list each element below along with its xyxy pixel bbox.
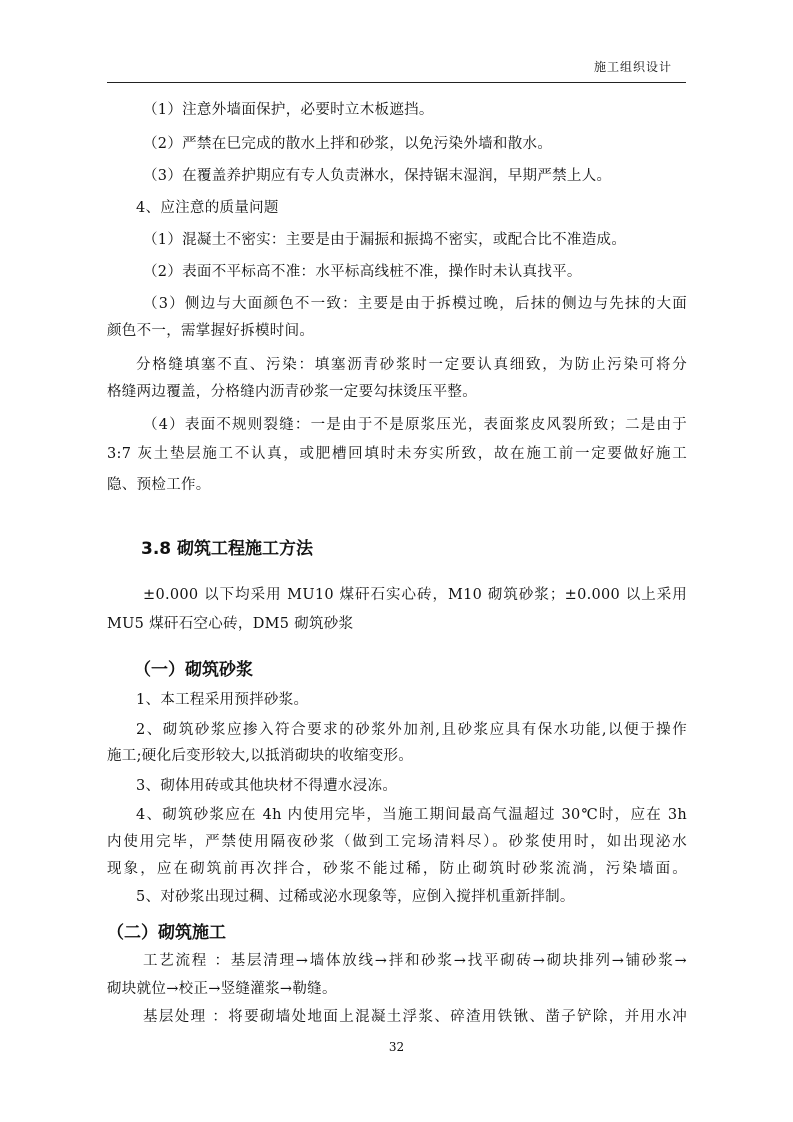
subsection-heading: （二）砌筑施工 <box>107 923 226 943</box>
paragraph-line: （2）表面不平标高不准：水平标高线桩不准，操作时未认真找平。 <box>143 264 582 280</box>
paragraph-line: （4）表面不规则裂缝：一是由于不是原浆压光，表面浆皮风裂所致；二是由于 <box>143 417 687 433</box>
page-number: 32 <box>388 1040 405 1054</box>
paragraph-line: 颜色不一，需掌握好拆模时间。 <box>107 323 315 339</box>
paragraph-line: （1）混凝土不密实：主要是由于漏振和振捣不密实，或配合比不准造成。 <box>143 232 627 248</box>
paragraph-line: 隐、预检工作。 <box>107 477 211 493</box>
paragraph-line: 工艺流程 ：基层清理→墙体放线→拌和砂浆→找平砌砖→砌块排列→铺砂浆→ <box>143 953 687 969</box>
paragraph-line: 施工;硬化后变形较大,以抵消砌块的收缩变形。 <box>107 748 414 764</box>
header-title: 施工组织设计 <box>593 60 672 74</box>
paragraph-line: 基层处理 ：将要砌墙处地面上混凝土浮浆、碎渣用铁锹、凿子铲除，并用水冲 <box>143 1009 687 1025</box>
paragraph-line: 分格缝填塞不直、污染：填塞沥青砂浆时一定要认真细致，为防止污染可将分 <box>136 357 687 373</box>
paragraph-line: （3）侧边与大面颜色不一致：主要是由于拆模过晚，后抹的侧边与先抹的大面 <box>143 296 687 312</box>
paragraph-line: 5、对砂浆出现过稠、过稀或泌水现象等，应倒入搅拌机重新拌制。 <box>136 889 575 905</box>
paragraph-line: 4、砌筑砂浆应在 4h 内使用完毕，当施工期间最高气温超过 30℃时，应在 3h <box>136 807 687 823</box>
paragraph-line: （3）在覆盖养护期应有专人负责淋水，保持锯末湿润，早期严禁上人。 <box>143 168 612 184</box>
paragraph-line: 2、砌筑砂浆应掺入符合要求的砂浆外加剂,且砂浆应具有保水功能,以便于操作 <box>136 722 687 738</box>
paragraph-line: 现象，应在砌筑前再次拌合，砂浆不能过稀，防止砌筑时砂浆流淌，污染墙面。 <box>107 861 687 877</box>
section-heading: 3.8 砌筑工程施工方法 <box>141 539 314 559</box>
paragraph-line: （2）严禁在巳完成的散水上拌和砂浆，以免污染外墙和散水。 <box>143 136 553 152</box>
paragraph-line: 格缝两边覆盖，分格缝内沥青砂浆一定要勾抹烫压平整。 <box>107 384 477 400</box>
paragraph-line: MU5 煤矸石空心砖，DM5 砌筑砂浆 <box>107 616 354 632</box>
paragraph-line: 3:7 灰土垫层施工不认真，或肥槽回填时未夯实所致，故在施工前一定要做好施工 <box>107 446 687 462</box>
paragraph-line: ±0.000 以下均采用 MU10 煤矸石实心砖，M10 砌筑砂浆；±0.000 以上采用 <box>143 587 687 603</box>
page-header <box>107 50 686 83</box>
subsection-heading: （一）砌筑砂浆 <box>134 660 253 680</box>
paragraph-line: 4、应注意的质量问题 <box>136 200 279 216</box>
paragraph-line: 内使用完毕，严禁使用隔夜砂浆（做到工完场清料尽）。砂浆使用时，如出现泌水 <box>107 834 687 850</box>
paragraph-line: 1、本工程采用预拌砂浆。 <box>136 692 309 708</box>
paragraph-line: 砌块就位→校正→竖缝灌浆→勒缝。 <box>107 981 337 997</box>
paragraph-line: （1）注意外墙面保护，必要时立木板遮挡。 <box>143 102 434 118</box>
paragraph-line: 3、砌体用砖或其他块材不得遭水浸冻。 <box>136 778 398 794</box>
